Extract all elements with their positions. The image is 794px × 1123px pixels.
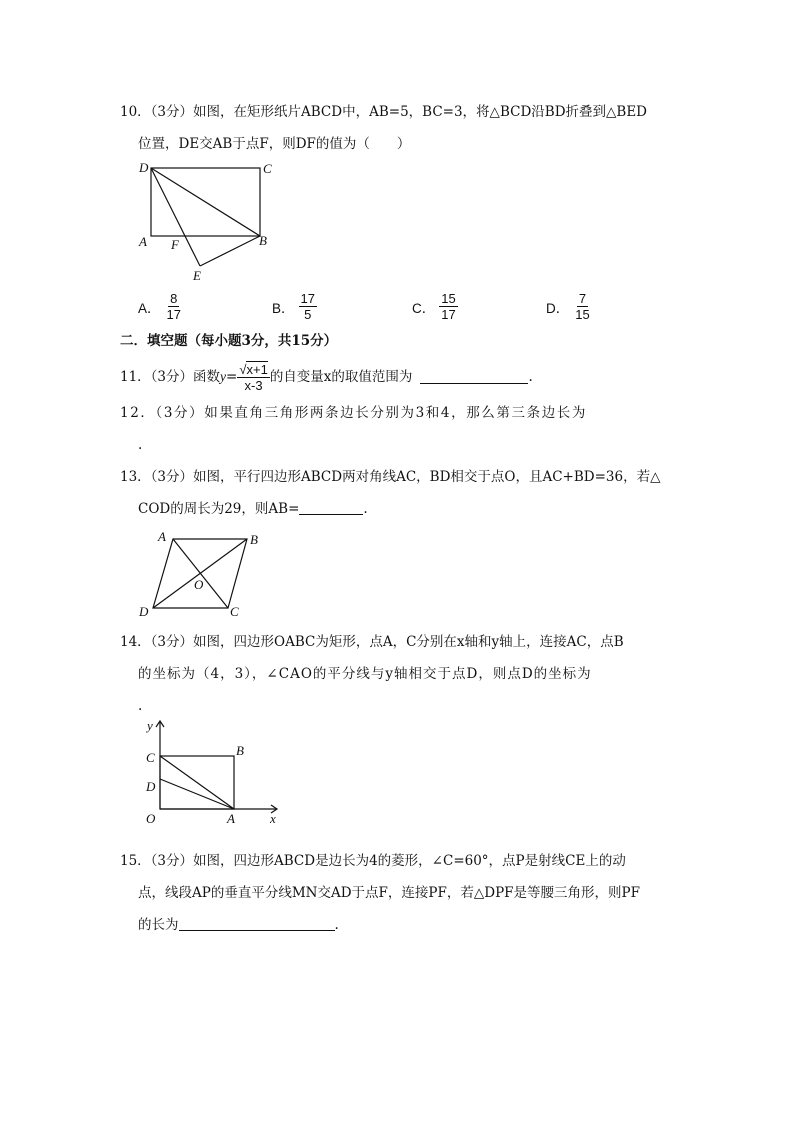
q15-line3-text: 的长为 [138,917,179,933]
q10-option-d[interactable] [546,291,592,322]
q10-option-c[interactable] [412,291,458,322]
q14-label-o: O [146,811,156,826]
q14-label-x: x [270,811,276,826]
q13-answer-blank[interactable] [299,501,363,515]
denominator: 17 [441,307,456,322]
q14-line1: 14．（3分）如图，四边形OABC为矩形，点A，C分别在x轴和y轴上，连接AC，点B [120,634,624,650]
numerator: 17 [300,291,315,306]
q14-line2: 的坐标为（4，3），∠CAO的平分线与y轴相交于点D，则点D的坐标为 [138,666,592,682]
q11-prefix: 11．（3分）函数 [120,369,221,385]
q13-line2-text: COD的周长为29，则AB= [138,501,300,517]
q14-line3: . [138,698,143,714]
q15-line2: 点，线段AP的垂直平分线MN交AD于点F，连接PF，若△DPF是等腰三角形，则PF [138,885,640,901]
numerator: 8 [170,291,178,306]
q11-answer-blank[interactable] [420,370,528,384]
sqrt-radicand: x+1 [246,361,268,377]
numerator: 15 [441,291,456,306]
q15-line3 [138,916,339,934]
q10-line1: 10．（3分）如图，在矩形纸片ABCD中，AB=5，BC=3，将△BCD沿BD折叠到△BED [120,104,647,120]
q15-line3-end: . [334,917,339,933]
q11-denominator: x-3 [244,377,263,393]
option-fraction [165,291,183,322]
q10-label-c: C [263,161,272,176]
q10-label-d: D [139,160,149,175]
q14-label-a: A [227,811,235,826]
q13-line1: 13．（3分）如图，平行四边形ABCD两对角线AC，BD相交于点O，且AC+BD=36，若△ [120,469,661,485]
q14-label-y: y [147,718,153,733]
q11-suffix: 的自变量x的取值范围为 [269,369,413,385]
q11-eq: = [226,369,238,385]
q10-line2: 位置，DE交AB于点F，则DF的值为（ ） [138,136,411,152]
q11-numerator: √x+1 [239,361,268,377]
q14-figure [140,716,285,828]
option-fraction [573,291,591,322]
q12-line1: 12．（3分）如果直角三角形两条边长分别为3和4，那么第三条边长为 [120,405,587,421]
q11-fraction [237,362,269,393]
denominator: 17 [166,307,181,322]
numerator: 7 [578,291,587,306]
q11-line [120,360,533,394]
q13-label-o: O [194,577,204,592]
q11-end: . [528,369,533,385]
q10-label-e: E [193,268,201,283]
q13-label-d: D [139,604,149,619]
denominator: 5 [304,307,312,322]
option-fraction [439,291,457,322]
q11-y: y [220,369,227,384]
section-title: 二．填空题（每小题3分，共15分） [120,333,338,349]
q15-answer-blank[interactable] [179,917,335,931]
q13-label-a: A [158,529,166,544]
q14-label-d: D [146,779,156,794]
option-letter: A． [138,300,161,316]
option-letter: B． [272,300,295,316]
q13-label-b: B [250,532,258,547]
q10-label-a: A [139,234,147,249]
q13-label-c: C [230,604,239,619]
q10-label-b: B [259,233,267,248]
q10-label-f: F [171,237,179,252]
q13-line2-end: . [363,501,368,517]
q13-line2 [138,500,368,518]
q13-figure [135,528,270,620]
option-letter: D． [546,300,570,316]
option-letter: C． [412,300,436,316]
q14-label-c: C [146,750,155,765]
q10-figure [130,155,290,285]
q15-line1: 15．（3分）如图，四边形ABCD是边长为4的菱形，∠C=60°，点P是射线CE上的动 [120,853,626,869]
denominator: 15 [575,307,590,322]
q10-option-a[interactable] [138,291,183,322]
q10-option-b[interactable] [272,291,317,322]
q12-line2: . [138,437,143,453]
option-fraction [299,291,317,322]
q14-label-b: B [236,743,244,758]
